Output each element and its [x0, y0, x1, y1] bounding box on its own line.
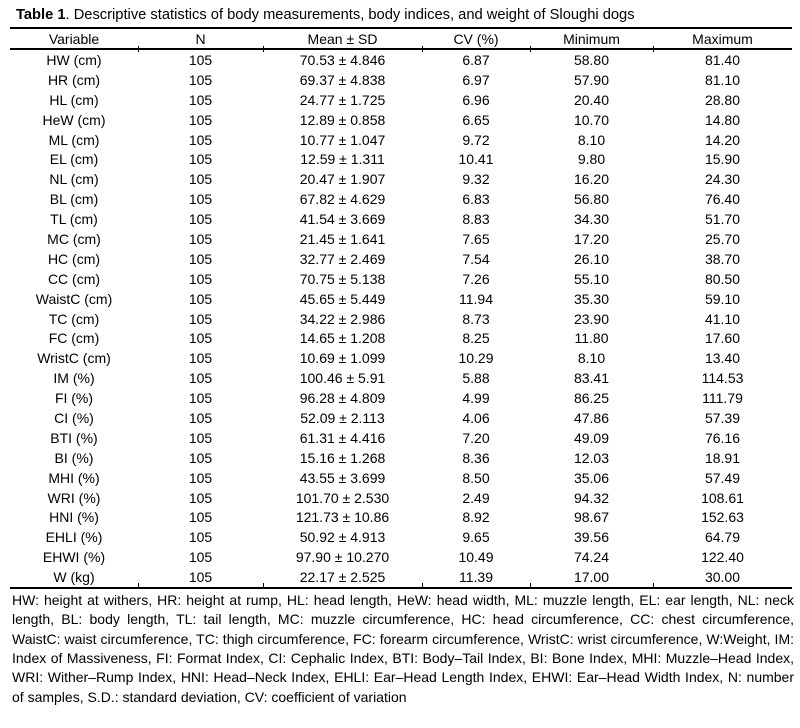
table-cell: 41.10 — [704, 310, 741, 327]
table-cell: 98.67 — [573, 509, 610, 526]
table-cell: 9.72 — [462, 131, 490, 148]
table-cell: 35.30 — [573, 290, 610, 307]
table-caption-text: . Descriptive statistics of body measurements, body indices, and weight of Sloughi dogs — [65, 7, 635, 23]
table-cell: 7.26 — [462, 270, 490, 287]
table-cell: 105 — [188, 469, 213, 486]
table-row — [10, 289, 792, 309]
table-cell: 57.90 — [573, 71, 610, 88]
column-header-cv: CV (%) — [422, 28, 530, 49]
table-cell: 8.36 — [462, 449, 490, 466]
table-cell: 114.53 — [701, 370, 744, 387]
table-cell: 10.69 ± 1.099 — [299, 350, 386, 367]
table-cell: 6.96 — [462, 91, 490, 108]
table-cell: 105 — [188, 489, 213, 506]
table-cell: 15.90 — [704, 151, 741, 168]
table-row — [10, 169, 792, 189]
table-cell: 7.54 — [462, 250, 490, 267]
table-cell: FC (cm) — [48, 330, 100, 347]
table-cell: 18.91 — [704, 449, 741, 466]
table-row — [10, 90, 792, 110]
table-row — [10, 388, 792, 408]
table-cell: 7.20 — [462, 429, 490, 446]
column-header-maximum: Maximum — [692, 30, 753, 47]
table-cell: 105 — [188, 529, 213, 546]
table-cell: 80.50 — [704, 270, 741, 287]
table-cell: ML (cm) — [48, 131, 100, 148]
table-cell: 105 — [188, 270, 213, 287]
table-cell: 105 — [188, 71, 213, 88]
table-row — [10, 348, 792, 368]
table-body — [10, 49, 792, 588]
table-cell: BL (cm) — [49, 191, 99, 208]
table-row — [10, 547, 792, 567]
table-row — [10, 269, 792, 289]
table-cell: 105 — [188, 549, 213, 566]
table-cell: 97.90 ± 10.270 — [295, 549, 390, 566]
table-cell: 14.65 ± 1.208 — [299, 330, 386, 347]
table-cell: 11.39 — [422, 567, 530, 588]
table-row — [10, 448, 792, 468]
table-cell: 34.30 — [573, 211, 610, 228]
table-cell: 32.77 ± 2.469 — [299, 250, 386, 267]
table-cell: 57.39 — [704, 409, 741, 426]
table-row — [10, 408, 792, 428]
table-cell: 12.03 — [573, 449, 610, 466]
table-row — [10, 49, 792, 70]
table-cell: 4.99 — [462, 390, 490, 407]
table-cell: 2.49 — [462, 489, 490, 506]
table-row — [10, 229, 792, 249]
table-caption-number: Table 1 — [16, 7, 66, 23]
table-cell: 47.86 — [573, 409, 610, 426]
table-row — [10, 567, 792, 588]
table-cell: 25.70 — [704, 230, 741, 247]
table-cell: 10.29 — [458, 350, 494, 367]
table-cell: 52.09 ± 2.113 — [300, 409, 385, 426]
table-cell: NL (cm) — [49, 171, 99, 188]
table-cell: 11.80 — [574, 330, 609, 347]
table-cell: 55.10 — [573, 270, 610, 287]
table-cell: 49.09 — [573, 429, 610, 446]
table-cell: 12.89 ± 0.858 — [299, 111, 386, 128]
table-cell: 28.80 — [704, 91, 741, 108]
table-cell: 7.65 — [462, 230, 490, 247]
table-cell: 105 — [188, 51, 213, 68]
table-cell: 8.25 — [462, 330, 490, 347]
table-cell: 23.90 — [573, 310, 610, 327]
table-cell: 8.92 — [462, 509, 490, 526]
table-cell: 8.83 — [462, 211, 490, 228]
table-cell: 86.25 — [573, 390, 610, 407]
table-cell: 10.41 — [458, 151, 494, 168]
table-cell: 105 — [188, 250, 213, 267]
table-cell: WRI (%) — [47, 489, 101, 506]
table-cell: 9.65 — [462, 529, 490, 546]
table-cell: 17.60 — [704, 330, 741, 347]
table-cell: 58.80 — [573, 51, 610, 68]
table-cell: 5.88 — [462, 370, 490, 387]
table-row — [10, 130, 792, 150]
table-row — [10, 70, 792, 90]
table-cell: BTI (%) — [50, 429, 98, 446]
table-row — [10, 428, 792, 448]
table-cell: 100.46 ± 5.91 — [299, 370, 386, 387]
table-cell: IM (%) — [53, 370, 95, 387]
table-cell: 43.55 ± 3.699 — [299, 469, 386, 486]
table-cell: 61.31 ± 4.416 — [299, 429, 386, 446]
table-cell: 6.83 — [462, 191, 490, 208]
table-cell: 57.49 — [704, 469, 741, 486]
table-cell: CI (%) — [54, 409, 94, 426]
table-cell: 8.10 — [577, 350, 606, 367]
table-cell: 45.65 ± 5.449 — [299, 290, 386, 307]
table-cell: 21.45 ± 1.641 — [299, 230, 386, 247]
table-cell: 74.24 — [573, 549, 610, 566]
table-cell: 8.50 — [462, 469, 490, 486]
table-cell: 101.70 ± 2.530 — [295, 489, 390, 506]
table-cell: 96.28 ± 4.809 — [299, 390, 386, 407]
table-row — [10, 368, 792, 388]
table-cell: 50.92 ± 4.913 — [299, 529, 386, 546]
table-cell: HNI (%) — [49, 509, 99, 526]
table-cell: 9.32 — [462, 171, 490, 188]
table-cell: 105 — [188, 290, 213, 307]
table-cell: 105 — [188, 429, 213, 446]
table-cell: 108.61 — [701, 489, 744, 506]
table-row — [10, 249, 792, 269]
table-cell: 20.47 ± 1.907 — [299, 171, 386, 188]
table-cell: 8.73 — [462, 310, 490, 327]
table-footnote: HW: height at withers, HR: height at rump, HL: head length, HeW: head width, ML: muzzle length, EL: ear length, NL: neck length, BL: body length, TL: tail length, MC: muzzle circumference, HC: head circumference, CC: chest circumference, WaistC: waist circumference, TC: thigh circumference, FC: forearm circumference, WristC: wrist circumference, W:Weight, IM: Index of Massiveness, FI: Format Index, CI: Cephalic Index, BTI: Body–Tail Index, BI: Bone Index, MHI: Muzzle–Head Index, WRI: Wither–Rump Index, HNI: Head–Neck Index, EHLI: Ear–Head Length Index, EHWI: Ear–Head Width Index, N: number of samples, S.D.: standard deviation, CV: coefficient of variation — [12, 592, 794, 705]
table-cell: 14.20 — [704, 131, 741, 148]
table-cell: WaistC (cm) — [35, 290, 113, 307]
table-cell: 111.79 — [702, 390, 743, 407]
table-cell: 13.40 — [704, 350, 741, 367]
table-cell: TL (cm) — [50, 211, 98, 228]
table-cell: 105 — [188, 449, 213, 466]
table-cell: 20.40 — [573, 91, 610, 108]
table-cell: 105 — [188, 390, 213, 407]
table-row — [10, 209, 792, 229]
table-cell: 22.17 ± 2.525 — [263, 567, 422, 588]
table-cell: HL (cm) — [49, 91, 99, 108]
table-cell: 67.82 ± 4.629 — [299, 191, 386, 208]
table-cell: 105 — [188, 131, 213, 148]
table-cell: 69.37 ± 4.838 — [299, 71, 386, 88]
table-cell: 4.06 — [462, 409, 490, 426]
table-cell: 17.20 — [573, 230, 610, 247]
table-cell: W (kg) — [10, 567, 138, 588]
table-cell: 6.65 — [462, 111, 490, 128]
table-cell: 39.56 — [573, 529, 610, 546]
table-cell: 70.53 ± 4.846 — [299, 51, 386, 68]
table-cell: TC (cm) — [48, 310, 100, 327]
table-cell: 38.70 — [704, 250, 741, 267]
table-header-row — [10, 28, 792, 49]
table-cell: CC (cm) — [47, 270, 101, 287]
table-cell: 105 — [188, 509, 213, 526]
column-header-mean-sd: Mean ± SD — [263, 28, 422, 49]
table-cell: 10.77 ± 1.047 — [299, 131, 386, 148]
table-row — [10, 309, 792, 329]
table-cell: 8.10 — [577, 131, 606, 148]
table-cell: 12.59 ± 1.311 — [300, 151, 385, 168]
table-cell: 105 — [188, 151, 213, 168]
column-header-minimum: Minimum — [530, 28, 653, 49]
table-row — [10, 110, 792, 130]
table-cell: 64.79 — [704, 529, 741, 546]
table-cell: HW (cm) — [46, 51, 102, 68]
table-cell: FI (%) — [54, 390, 94, 407]
table-cell: EL (cm) — [49, 151, 99, 168]
table-cell: WristC (cm) — [37, 350, 111, 367]
table-cell: EHWI (%) — [42, 549, 106, 566]
table-cell: 41.54 ± 3.669 — [299, 211, 386, 228]
table-caption — [16, 6, 792, 24]
table-row — [10, 468, 792, 488]
table-cell: 51.70 — [704, 211, 741, 228]
table-row — [10, 507, 792, 527]
table-cell: 10.49 — [458, 549, 494, 566]
table-cell: 105 — [188, 310, 213, 327]
table-cell: 35.06 — [573, 469, 610, 486]
table-cell: HeW (cm) — [42, 111, 106, 128]
table-cell: 24.30 — [704, 171, 741, 188]
table-cell: 30.00 — [704, 569, 741, 586]
table-cell: 26.10 — [573, 250, 610, 267]
table-cell: 105 — [188, 230, 213, 247]
table-cell: 152.63 — [701, 509, 744, 526]
table-cell: 76.40 — [704, 191, 741, 208]
table-cell: 105 — [188, 409, 213, 426]
table-cell: MC (cm) — [47, 230, 101, 247]
table-cell: BI (%) — [54, 449, 94, 466]
table-cell: 15.16 ± 1.268 — [299, 449, 386, 466]
table-cell: 14.80 — [704, 111, 741, 128]
table-cell: 24.77 ± 1.725 — [299, 91, 386, 108]
table-cell: 105 — [138, 567, 263, 588]
table-cell: 105 — [188, 370, 213, 387]
column-header-n: N — [138, 28, 263, 49]
table-row — [10, 328, 792, 348]
table-cell: 6.87 — [462, 51, 490, 68]
column-header-variable: Variable — [10, 28, 138, 49]
table-cell: 11.94 — [459, 290, 493, 307]
table-cell: MHI (%) — [48, 469, 100, 486]
table-cell: 83.41 — [573, 370, 610, 387]
table-cell: 76.16 — [704, 429, 741, 446]
table-cell: 6.97 — [462, 71, 490, 88]
table-cell: HC (cm) — [47, 250, 101, 267]
table-cell: 105 — [188, 350, 213, 367]
table-cell: HR (cm) — [47, 71, 101, 88]
table-row — [10, 189, 792, 209]
table-cell: 16.20 — [573, 171, 610, 188]
table-cell: 105 — [188, 330, 213, 347]
table-cell: 59.10 — [704, 290, 741, 307]
table-cell: 34.22 ± 2.986 — [299, 310, 386, 327]
table-row — [10, 488, 792, 508]
descriptive-statistics-table — [10, 27, 792, 589]
table-cell: EHLI (%) — [45, 529, 103, 546]
table-cell: 17.00 — [530, 567, 653, 588]
table-cell: 70.75 ± 5.138 — [299, 270, 386, 287]
table-cell: 105 — [188, 191, 213, 208]
table-cell: 105 — [188, 91, 213, 108]
table-cell: 81.10 — [704, 71, 741, 88]
table-cell: 121.73 ± 10.86 — [295, 509, 390, 526]
table-cell: 9.80 — [577, 151, 606, 168]
table-cell: 122.40 — [701, 549, 744, 566]
table-cell: 105 — [188, 211, 213, 228]
table-cell: 94.32 — [573, 489, 610, 506]
table-cell: 81.40 — [704, 51, 741, 68]
table-cell: 10.70 — [573, 111, 610, 128]
table-cell: 105 — [188, 171, 213, 188]
table-cell: 105 — [188, 111, 213, 128]
table-cell: 56.80 — [573, 191, 610, 208]
table-row — [10, 527, 792, 547]
table-row — [10, 149, 792, 169]
